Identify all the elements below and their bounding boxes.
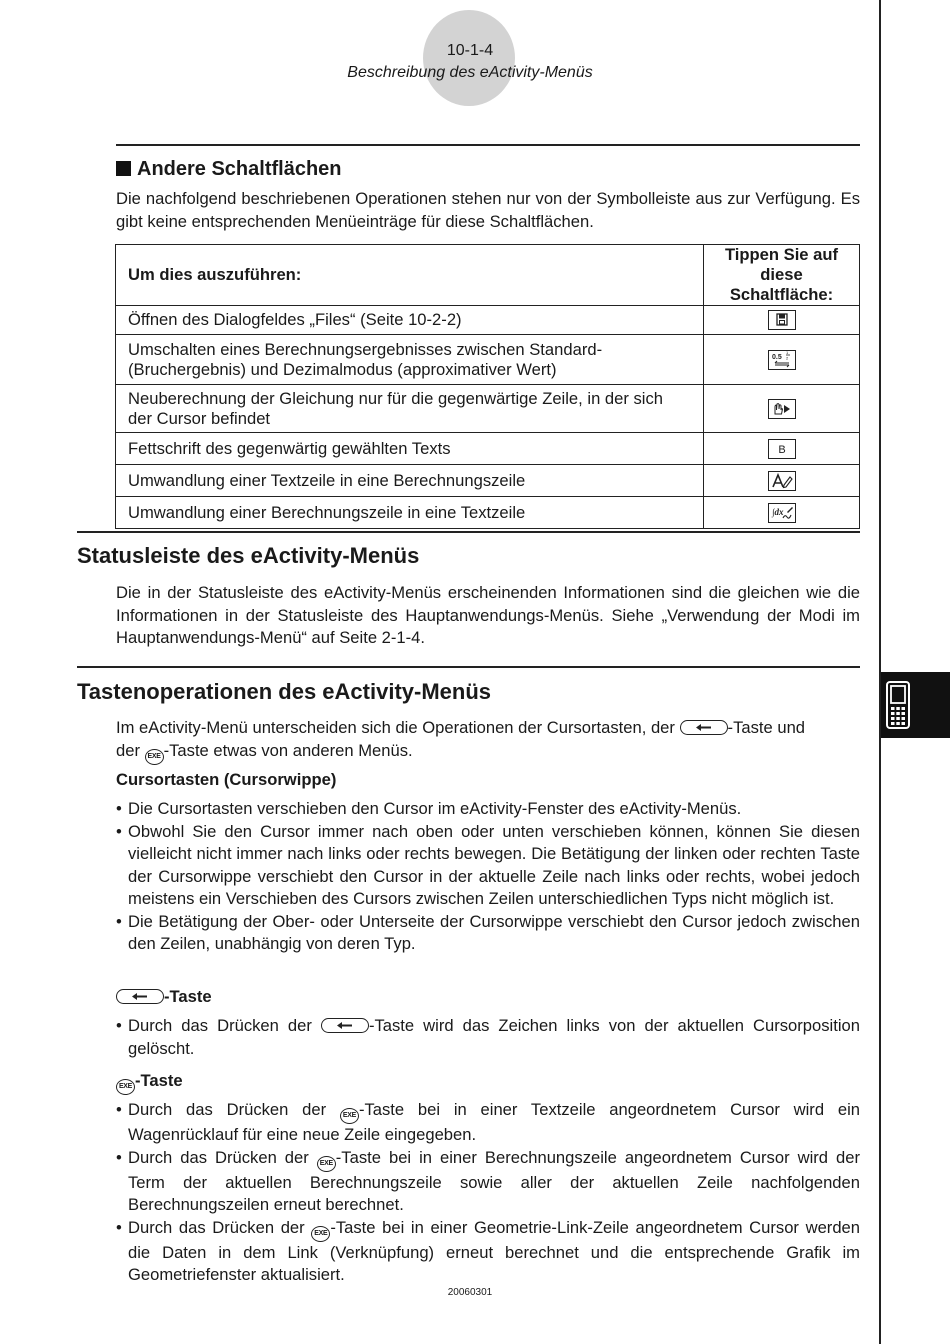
list-item: • Die Betätigung der Ober- oder Unterseite der Cursorwippe verschiebt den Cursor jedoch zwischen den Zeilen, unabhängig von deren Typ. xyxy=(116,911,860,956)
svg-text:B: B xyxy=(777,443,786,456)
backspace-key-heading: -Taste xyxy=(116,987,212,1007)
row-action: Umschalten eines Berechnungsergebnisses zwischen Standard-(Bruchergebnis) und Dezimalmodus (approximativer Wert) xyxy=(116,335,704,385)
section-divider xyxy=(116,144,860,146)
operations-table xyxy=(115,244,860,529)
subsection-intro: Die nachfolgend beschriebenen Operationen stehen nur von der Symbolleiste aus zur Verfügung. Es gibt keine entsprechenden Menüeinträge für diese Schaltflächen. xyxy=(116,189,860,231)
calculator-icon xyxy=(885,681,911,729)
table-row xyxy=(116,335,860,385)
svg-text:0.5: 0.5 xyxy=(771,353,782,361)
table-row xyxy=(116,465,860,497)
section-divider xyxy=(77,666,860,668)
exe-key-heading: EXE -Taste xyxy=(116,1071,183,1095)
list-item: • Durch das Drücken der -Taste wird das Zeichen links von der aktuellen Cursorposition gelöscht. xyxy=(116,1015,860,1060)
table-row xyxy=(116,433,860,465)
exe-key-icon: EXE xyxy=(311,1226,330,1242)
backspace-key-icon xyxy=(116,989,164,1004)
calc-to-text-icon[interactable] xyxy=(768,503,796,523)
key-section-intro: Im eActivity-Menü unterscheiden sich die Operationen der Cursortasten, der -Taste und der EXE -Taste etwas von anderen Menüs. xyxy=(116,717,860,765)
row-action: Umwandlung einer Berechnungszeile in eine Textzeile xyxy=(116,497,704,529)
header-action: Um dies auszuführen: xyxy=(116,245,704,306)
svg-text:∫dx: ∫dx xyxy=(771,506,783,517)
list-item: • Die Cursortasten verschieben den Cursor im eActivity-Fenster des eActivity-Menüs. xyxy=(116,798,860,821)
chapter-tab xyxy=(881,672,950,738)
row-action: Neuberechnung der Gleichung nur für die gegenwärtige Zeile, in der sich der Cursor befindet xyxy=(116,385,704,433)
backspace-key-icon xyxy=(321,1018,369,1033)
row-action: Umwandlung einer Textzeile in eine Berechnungszeile xyxy=(116,465,704,497)
exe-key-icon: EXE xyxy=(145,749,164,765)
table-row xyxy=(116,306,860,335)
exe-key-icon: EXE xyxy=(317,1156,336,1172)
subsection-heading: Andere Schaltflächen xyxy=(116,158,342,181)
recalculate-line-icon[interactable] xyxy=(768,399,796,419)
cursor-keys-list xyxy=(116,798,860,956)
footer-code: 20060301 xyxy=(447,1287,493,1298)
table-header-row xyxy=(116,245,860,306)
table-row xyxy=(116,497,860,529)
exe-key-icon: EXE xyxy=(116,1079,135,1095)
key-section-title: Tastenoperationen des eActivity-Menüs xyxy=(77,679,492,704)
save-icon[interactable] xyxy=(768,310,796,330)
list-item: • Durch das Drücken der EXE -Taste bei in einer Textzeile angeordnetem Cursor wird ein Wagenrücklauf für eine neue Zeile eingegeben. xyxy=(116,1099,860,1147)
list-item: • Durch das Drücken der EXE -Taste bei in einer Geometrie-Link-Zeile angeordnetem Cursor werden die Daten in dem Link (Verknüpfung) erneut berechnet und die entsprechende Grafik im Geometriefenster aktualisiert. xyxy=(116,1217,860,1287)
fraction-decimal-toggle-icon[interactable] xyxy=(768,350,796,370)
list-item: • Durch das Drücken der EXE -Taste bei in einer Berechnungszeile angeordnetem Cursor wird der Term der aktuellen Berechnungszeile sowie aller der aktuellen Zeile nachfolgenden Berechnungszeilen erneut berechnet. xyxy=(116,1147,860,1217)
backspace-key-list xyxy=(116,1015,860,1060)
svg-text:1: 1 xyxy=(785,350,788,355)
square-bullet-icon xyxy=(116,161,131,176)
row-action: Fettschrift des gegenwärtig gewählten Texts xyxy=(116,433,704,465)
status-section-title: Statusleiste des eActivity-Menüs xyxy=(77,543,420,568)
backspace-key-icon xyxy=(680,720,728,735)
exe-key-icon: EXE xyxy=(340,1108,359,1124)
text-to-calc-icon[interactable] xyxy=(768,471,796,491)
header-button: Tippen Sie auf diese Schaltfläche: xyxy=(704,245,860,306)
page-section-title: Beschreibung des eActivity-Menüs xyxy=(347,64,593,81)
table-row xyxy=(116,385,860,433)
status-section-text: Die in der Statusleiste des eActivity-Menüs erscheinenden Informationen sind die gleichen wie die Informationen in der Statusleiste des Hauptanwendungs-Menüs. Siehe „Verwendung der Modi im Hauptanwendungs-Menü“ auf Seite 2-1-4. xyxy=(116,583,860,647)
list-item: • Obwohl Sie den Cursor immer nach oben oder unten verschieben können, können Sie diesen vielleicht nicht immer nach links oder rechts bewegen. Die Betätigung der linken oder rechten Taste der Cursorwippe verschiebt den Cursor in der aktuelle Zeile nach links oder rechts, wobei jedoch meistens ein Verschieben des Cursors zwischen Zeilen unterschiedlichen Typs nicht möglich ist. xyxy=(116,821,860,911)
svg-text:2: 2 xyxy=(785,355,788,361)
section-divider xyxy=(77,531,860,533)
page-number: 10-1-4 xyxy=(446,42,494,59)
row-action: Öffnen des Dialogfeldes „Files“ (Seite 10-2-2) xyxy=(116,306,704,335)
bold-icon[interactable] xyxy=(768,439,796,459)
exe-key-list xyxy=(116,1099,860,1287)
cursor-keys-heading: Cursortasten (Cursorwippe) xyxy=(116,770,337,789)
